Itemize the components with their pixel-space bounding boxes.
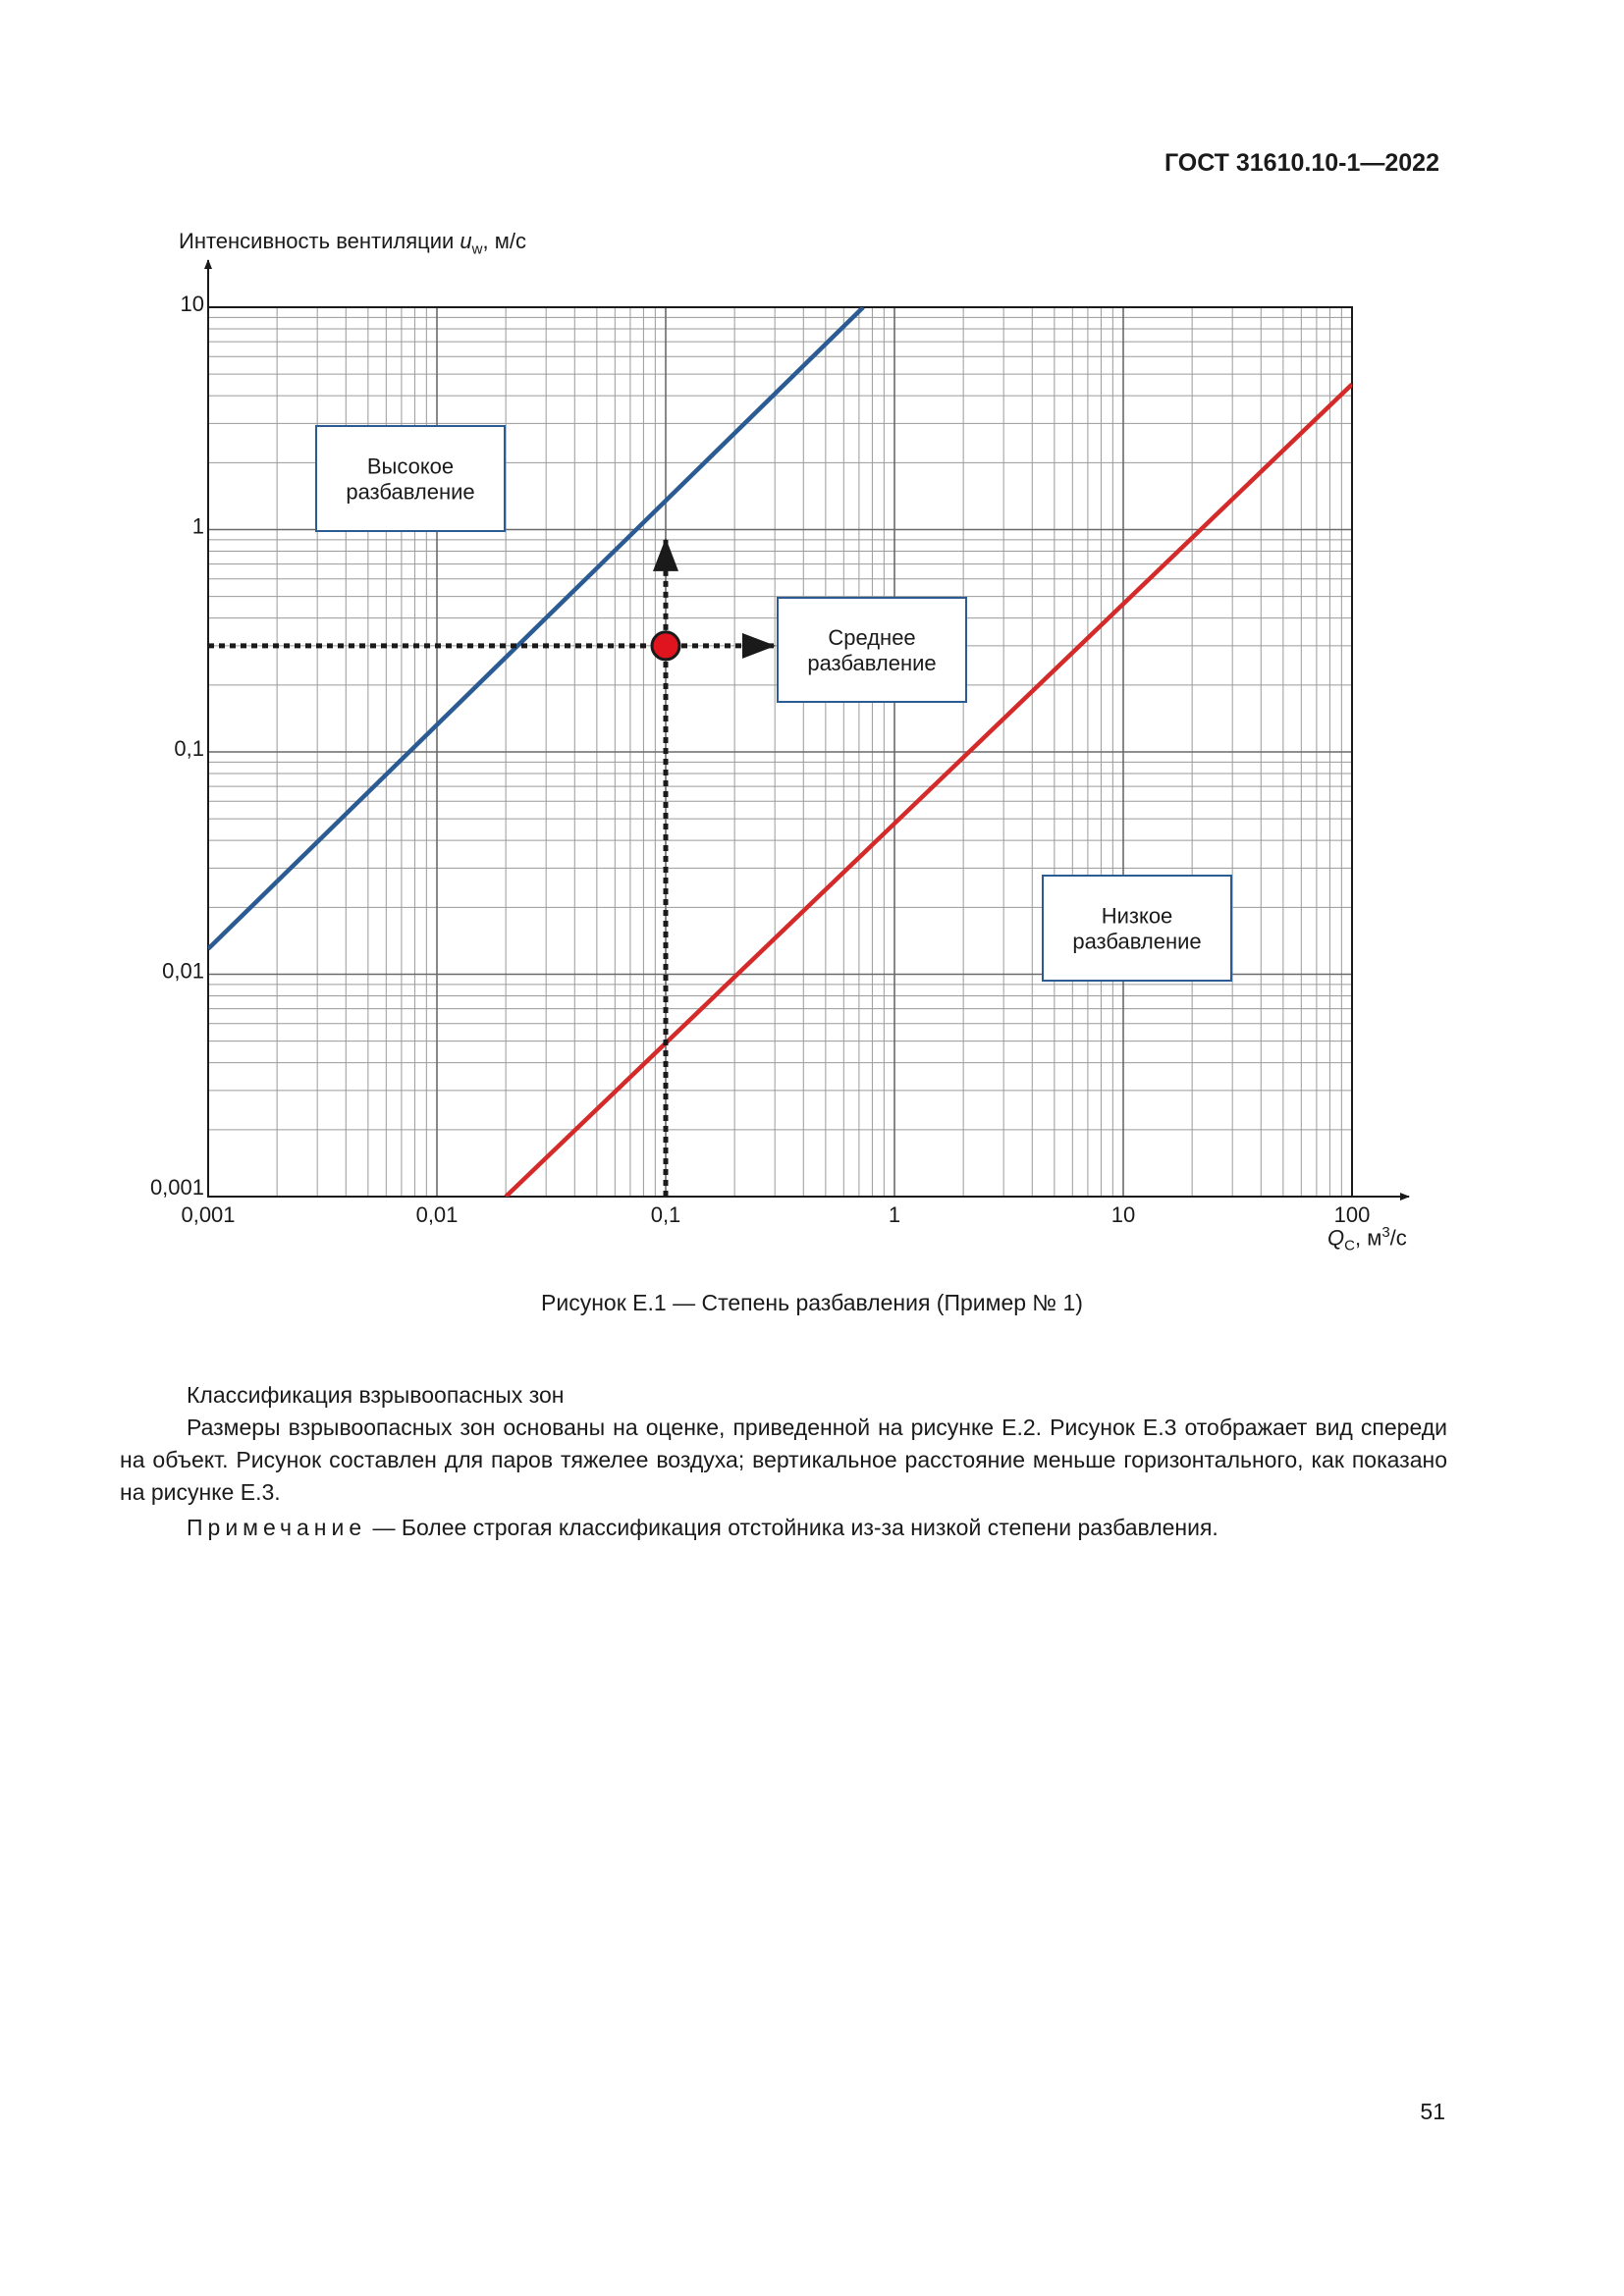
y-tick-label: 0,001 (149, 1175, 204, 1200)
region-high-dilution-label: разбавление (346, 479, 475, 505)
document-standard-number: ГОСТ 31610.10-1—2022 (1164, 149, 1439, 177)
x-axis-label (1327, 1224, 1407, 1255)
y-tick-label: 0,01 (162, 958, 204, 984)
y-axis-label-var: u (460, 229, 472, 253)
note-paragraph (120, 1512, 1447, 1544)
x-axis-label-var: Q (1327, 1225, 1345, 1251)
x-tick-label: 0,001 (181, 1202, 236, 1227)
figure-caption: Рисунок Е.1 — Степень разбавления (Пример № 1) (541, 1290, 1083, 1315)
body-paragraph: Размеры взрывоопасных зон основаны на оценке, приведенной на рисунке Е.2. Рисунок Е.3 отображает вид спереди на объект. Рисунок составлен для паров тяжелее воздуха; вертикальное расстояние меньше горизонтального, как показано на рисунке Е.3. (120, 1415, 1447, 1505)
x-tick-label: 1 (888, 1202, 901, 1227)
region-medium-dilution-box (778, 598, 966, 702)
operating-point-marker (652, 632, 679, 660)
y-axis-label (179, 229, 526, 257)
note-label: Примечание (187, 1515, 367, 1540)
region-low-dilution-label: Низкое (1101, 903, 1173, 929)
dilution-chart (137, 221, 1434, 1286)
x-axis-label-sup: 3 (1381, 1224, 1390, 1241)
region-medium-dilution-label: Среднее (828, 625, 916, 650)
region-low-dilution-box (1043, 876, 1231, 981)
x-tick-label: 0,01 (415, 1202, 459, 1227)
x-axis-label-sub: C (1344, 1237, 1355, 1255)
series-line-blue (208, 307, 863, 949)
region-high-dilution-label: Высокое (366, 454, 455, 479)
x-axis-label-unit: , м (1354, 1225, 1382, 1251)
y-axis-label-sub: w (471, 240, 483, 258)
series-line-red (506, 385, 1352, 1197)
x-tick-label: 100 (1333, 1202, 1371, 1227)
y-tick-label: 0,1 (174, 736, 204, 761)
y-axis-label-unit: , м/с (482, 229, 526, 253)
region-high-dilution-box (316, 426, 505, 531)
y-tick-label: 10 (180, 292, 204, 316)
region-low-dilution-label: разбавление (1072, 929, 1202, 954)
region-medium-dilution-label: разбавление (807, 651, 937, 675)
x-tick-label: 10 (1110, 1202, 1136, 1227)
x-axis-label-unit-post: /с (1389, 1225, 1407, 1251)
page-number: 51 (1420, 2099, 1445, 2124)
x-tick-label: 0,1 (650, 1202, 681, 1227)
section-heading: Классификация взрывоопасных зон (187, 1382, 565, 1408)
note-text: — Более строгая классификация отстойника из-за низкой степени разбавления. (366, 1515, 1218, 1540)
chart-svg (137, 221, 1434, 1286)
y-axis-label-text: Интенсивность вентиляции (179, 229, 460, 253)
y-tick-label: 1 (191, 513, 204, 539)
